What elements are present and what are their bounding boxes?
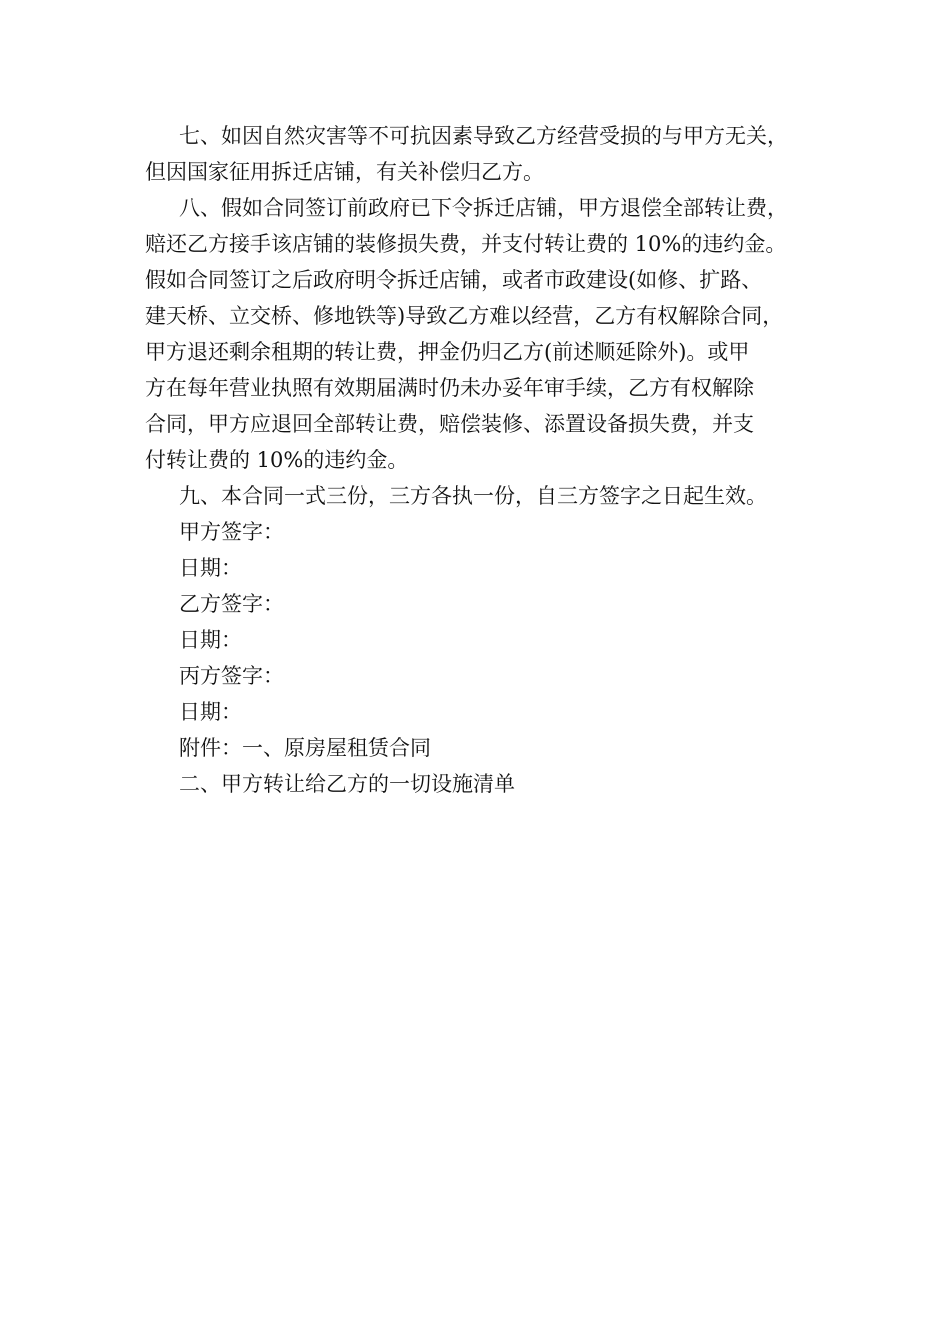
clause-8-line-5: 甲方退还剩余租期的转让费，押金仍归乙方(前述顺延除外)。或甲 — [145, 340, 750, 364]
clause-8-line-6: 方在每年营业执照有效期届满时仍未办妥年审手续，乙方有权解除 — [145, 376, 754, 400]
party-b-signature-label: 乙方签字： — [179, 592, 284, 616]
clause-8-line-1: 八、假如合同签订前政府已下令拆迁店铺，甲方退偿全部转让费， — [179, 196, 788, 220]
party-a-signature-label: 甲方签字： — [179, 520, 284, 544]
clause-8-line-2: 赔还乙方接手该店铺的装修损失费，并支付转让费的 10%的违约金。 — [145, 232, 787, 256]
attachment-2-line: 二、甲方转让给乙方的一切设施清单 — [179, 772, 515, 796]
clause-8-line-8: 付转让费的 10%的违约金。 — [145, 448, 409, 472]
document-body — [145, 118, 815, 802]
clause-8-line-3: 假如合同签订之后政府明令拆迁店铺，或者市政建设(如修、扩路、 — [145, 268, 763, 292]
clause-7-line-2: 但因国家征用拆迁店铺，有关补偿归乙方。 — [145, 160, 544, 184]
party-c-date-label: 日期： — [179, 700, 242, 724]
clause-7-line-1: 七、如因自然灾害等不可抗因素导致乙方经营受损的与甲方无关， — [179, 124, 788, 148]
party-c-signature-label: 丙方签字： — [179, 664, 284, 688]
attachment-1-line: 附件：一、原房屋租赁合同 — [179, 736, 431, 760]
party-b-date-label: 日期： — [179, 628, 242, 652]
clause-8-line-4: 建天桥、立交桥、修地铁等)导致乙方难以经营，乙方有权解除合同， — [145, 304, 784, 328]
clause-8-line-7: 合同，甲方应退回全部转让费，赔偿装修、添置设备损失费，并支 — [145, 412, 754, 436]
party-a-date-label: 日期： — [179, 556, 242, 580]
clause-9-line: 九、本合同一式三份，三方各执一份，自三方签字之日起生效。 — [179, 484, 767, 508]
